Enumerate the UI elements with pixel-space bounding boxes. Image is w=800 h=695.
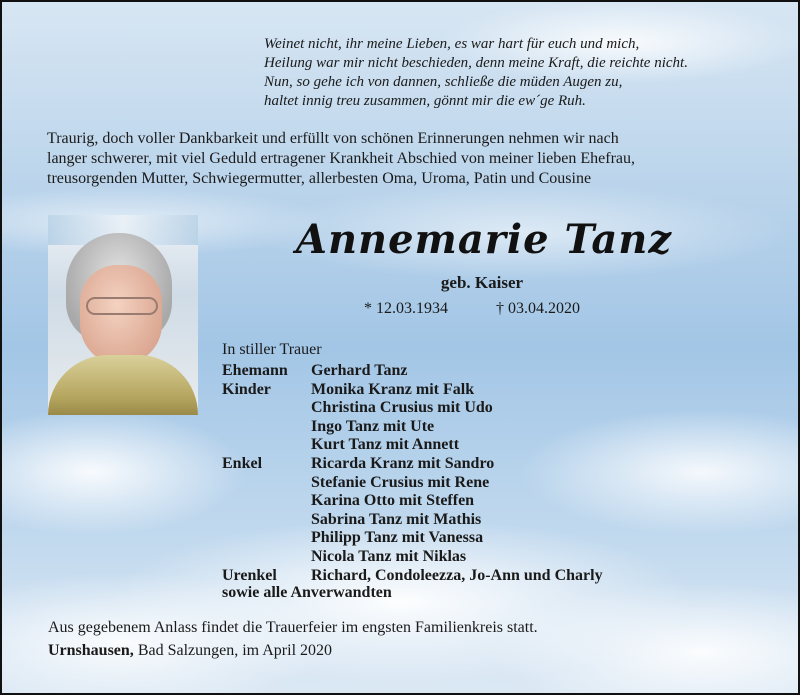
relatives-line: sowie alle Anverwandten <box>222 584 392 601</box>
deceased-name: Annemarie Tanz <box>295 216 673 263</box>
family-member: Christina Crusius mit Udo <box>311 399 493 417</box>
mourning-label: In stiller Trauer <box>222 341 322 358</box>
poem-line: Nun, so gehe ich von dannen, schließe die müden Augen zu, <box>264 74 623 90</box>
intro-line: Traurig, doch voller Dankbarkeit und erfüllt von schönen Erinnerungen nehmen wir nach <box>47 130 619 147</box>
poem-line: Heilung war mir nicht beschieden, denn meine Kraft, die reichte nicht. <box>264 55 688 71</box>
family-member: Ingo Tanz mit Ute <box>311 417 435 435</box>
place-date-line <box>48 642 332 660</box>
poem-line: Weinet nicht, ihr meine Lieben, es war hart für euch und mich, <box>264 36 640 52</box>
family-member: Karina Otto mit Steffen <box>311 492 475 510</box>
place-date: Bad Salzungen, im April 2020 <box>133 642 333 659</box>
poem-line: haltet innig treu zusammen, gönnt mir die ew´ge Ruh. <box>264 93 586 109</box>
intro-line: treusorgenden Mutter, Schwiegermutter, allerbesten Oma, Uroma, Patin und Cousine <box>47 170 592 187</box>
intro-text <box>47 129 767 189</box>
family-role: Urenkel <box>222 566 277 584</box>
intro-line: langer schwerer, mit viel Geduld ertragener Krankheit Abschied von meiner lieben Ehefrau, <box>47 150 636 167</box>
family-member: Richard, Condoleezza, Jo-Ann und Charly <box>311 566 603 584</box>
family-role: Enkel <box>222 454 263 472</box>
death-date: † 03.04.2020 <box>496 300 580 317</box>
portrait-face <box>80 265 162 365</box>
family-member: Stefanie Crusius mit Rene <box>311 473 490 491</box>
birth-date: * 12.03.1934 <box>364 300 448 317</box>
place-town: Urnshausen, <box>48 642 134 659</box>
family-member: Monika Kranz mit Falk <box>311 380 475 398</box>
portrait-clothing <box>48 355 198 415</box>
family-member: Nicola Tanz mit Niklas <box>311 547 467 565</box>
maiden-name: geb. Kaiser <box>440 273 524 292</box>
family-member: Sabrina Tanz mit Mathis <box>311 510 482 528</box>
family-role: Ehemann <box>222 362 288 379</box>
portrait-glasses <box>86 297 158 315</box>
ceremony-note: Aus gegebenem Anlass findet die Trauerfeier im engsten Familienkreis statt. <box>48 619 538 636</box>
family-member: Ricarda Kranz mit Sandro <box>311 454 495 472</box>
family-member: Gerhard Tanz <box>311 362 408 379</box>
family-member: Kurt Tanz mit Annett <box>311 436 460 454</box>
family-role: Kinder <box>222 380 271 398</box>
family-member: Philipp Tanz mit Vanessa <box>311 529 484 547</box>
poem <box>264 35 688 111</box>
portrait-photo <box>48 215 198 415</box>
